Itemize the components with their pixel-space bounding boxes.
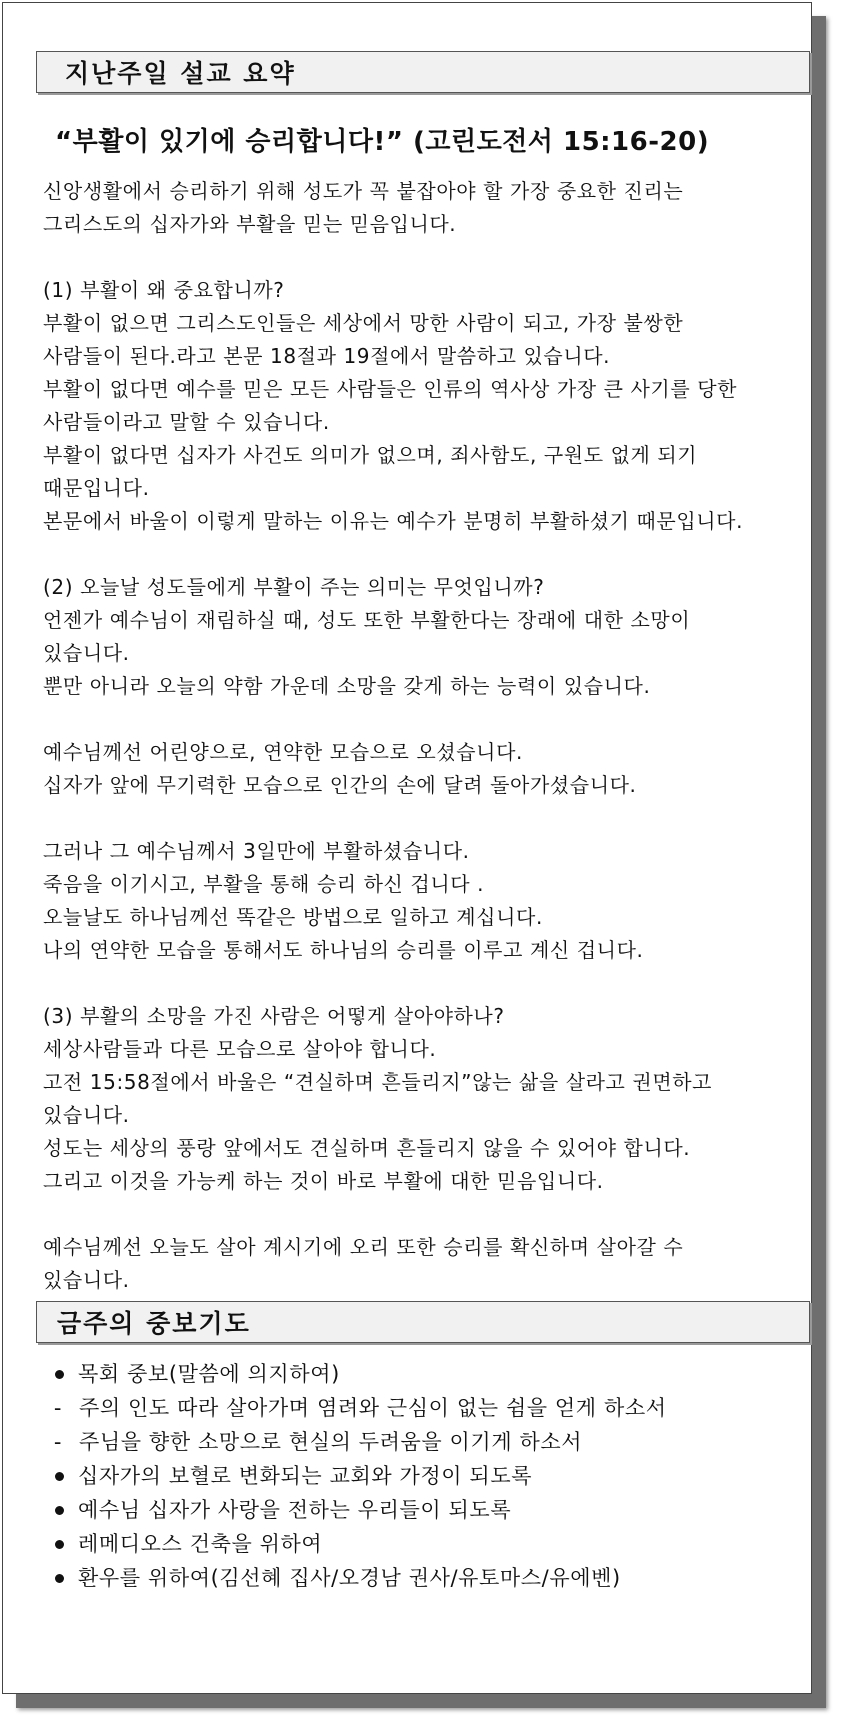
prayer-subitem (49, 1425, 809, 1459)
prayer-item (49, 1493, 809, 1527)
bullet-icon (55, 1370, 64, 1379)
prayer-item (49, 1527, 809, 1561)
intercessory-prayer-header-label: 금주의 중보기도 (57, 1309, 251, 1338)
bulletin-page (2, 2, 812, 1694)
sermon-line (43, 703, 803, 736)
sermon-line: 그리고 이것을 가능케 하는 것이 바로 부활에 대한 믿음입니다. (43, 1169, 604, 1193)
sermon-line: 본문에서 바울이 이렇게 말하는 이유는 예수가 분명히 부활하셨기 때문입니다. (43, 509, 744, 533)
sermon-line: 신앙생활에서 승리하기 위해 성도가 꼭 붙잡아야 할 가장 중요한 진리는 (43, 179, 684, 203)
prayer-list (49, 1357, 809, 1595)
sermon-summary-header (36, 51, 810, 93)
sermon-line: 부활이 없으면 그리스도인들은 세상에서 망한 사람이 되고, 가장 불쌍한 (43, 311, 684, 335)
dash-marker: - (53, 1396, 63, 1420)
sermon-line: 죽음을 이기시고, 부활을 통해 승리 하신 겁니다 . (43, 872, 485, 896)
sermon-line (43, 967, 803, 1000)
bullet-icon (55, 1540, 64, 1549)
prayer-item-text: 환우를 위하여(김선혜 집사/오경남 권사/유토마스/유에벤) (78, 1566, 621, 1590)
sermon-line: 그리스도의 십자가와 부활을 믿는 믿음입니다. (43, 212, 457, 236)
sermon-line: (2) 오늘날 성도들에게 부활이 주는 의미는 무엇입니까? (43, 575, 545, 599)
sermon-line (43, 802, 803, 835)
sermon-line: 오늘날도 하나님께선 똑같은 방법으로 일하고 계십니다. (43, 905, 543, 929)
sermon-line: (3) 부활의 소망을 가진 사람은 어떻게 살아야하나? (43, 1004, 505, 1028)
prayer-item-text: 레메디오스 건축을 위하여 (78, 1532, 323, 1556)
prayer-item-text: 예수님 십자가 사랑을 전하는 우리들이 되도록 (78, 1498, 512, 1522)
sermon-line: 성도는 세상의 풍랑 앞에서도 견실하며 흔들리지 않을 수 있어야 합니다. (43, 1136, 691, 1160)
sermon-line: 있습니다. (43, 1103, 130, 1127)
sermon-line: 예수님께선 어린양으로, 연약한 모습으로 오셨습니다. (43, 740, 523, 764)
dash-marker: - (53, 1430, 63, 1454)
prayer-item-text: 목회 중보(말씀에 의지하여) (78, 1362, 340, 1386)
bullet-icon (55, 1574, 64, 1583)
prayer-item (49, 1459, 809, 1493)
sermon-line: 그러나 그 예수님께서 3일만에 부활하셨습니다. (43, 839, 470, 863)
sermon-line (43, 241, 803, 274)
sermon-line (43, 1198, 803, 1231)
sermon-line: 언젠가 예수님이 재림하실 때, 성도 또한 부활한다는 장래에 대한 소망이 (43, 608, 691, 632)
bullet-icon (55, 1506, 64, 1515)
sermon-line (43, 538, 803, 571)
prayer-item-text: 십자가의 보혈로 변화되는 교회와 가정이 되도록 (78, 1464, 533, 1488)
sermon-line: 때문입니다. (43, 476, 150, 500)
prayer-item-text: 주님을 향한 소망으로 현실의 두려움을 이기게 하소서 (79, 1430, 583, 1454)
sermon-body (43, 175, 803, 1297)
sermon-line: 고전 15:58절에서 바울은 “견실하며 흔들리지”않는 삶을 살라고 권면하고 (43, 1070, 713, 1094)
sermon-line: 사람들이 된다.라고 본문 18절과 19절에서 말씀하고 있습니다. (43, 344, 611, 368)
prayer-item (49, 1357, 809, 1391)
prayer-item (49, 1561, 809, 1595)
sermon-line: (1) 부활이 왜 중요합니까? (43, 278, 285, 302)
intercessory-prayer-header (36, 1301, 810, 1343)
prayer-item-text: 주의 인도 따라 살아가며 염려와 근심이 없는 쉼을 얻게 하소서 (79, 1396, 667, 1420)
sermon-line: 있습니다. (43, 641, 130, 665)
bullet-icon (55, 1472, 64, 1481)
sermon-line: 부활이 없다면 십자가 사건도 의미가 없으며, 죄사함도, 구원도 없게 되기 (43, 443, 698, 467)
sermon-line: 사람들이라고 말할 수 있습니다. (43, 410, 330, 434)
sermon-line: 나의 연약한 모습을 통해서도 하나님의 승리를 이루고 계신 겁니다. (43, 938, 644, 962)
sermon-summary-header-label: 지난주일 설교 요약 (65, 59, 296, 88)
prayer-subitem (49, 1391, 809, 1425)
sermon-line: 뿐만 아니라 오늘의 약함 가운데 소망을 갖게 하는 능력이 있습니다. (43, 674, 651, 698)
sermon-line: 세상사람들과 다른 모습으로 살아야 합니다. (43, 1037, 437, 1061)
sermon-line: 부활이 없다면 예수를 믿은 모든 사람들은 인류의 역사상 가장 큰 사기를 당한 (43, 377, 738, 401)
sermon-line: 예수님께선 오늘도 살아 계시기에 오리 또한 승리를 확신하며 살아갈 수 (43, 1235, 684, 1259)
sermon-line: 십자가 앞에 무기력한 모습으로 인간의 손에 달려 돌아가셨습니다. (43, 773, 637, 797)
sermon-line: 있습니다. (43, 1268, 130, 1292)
sermon-title: “부활이 있기에 승리합니다!” (고린도전서 15:16-20) (55, 127, 710, 157)
